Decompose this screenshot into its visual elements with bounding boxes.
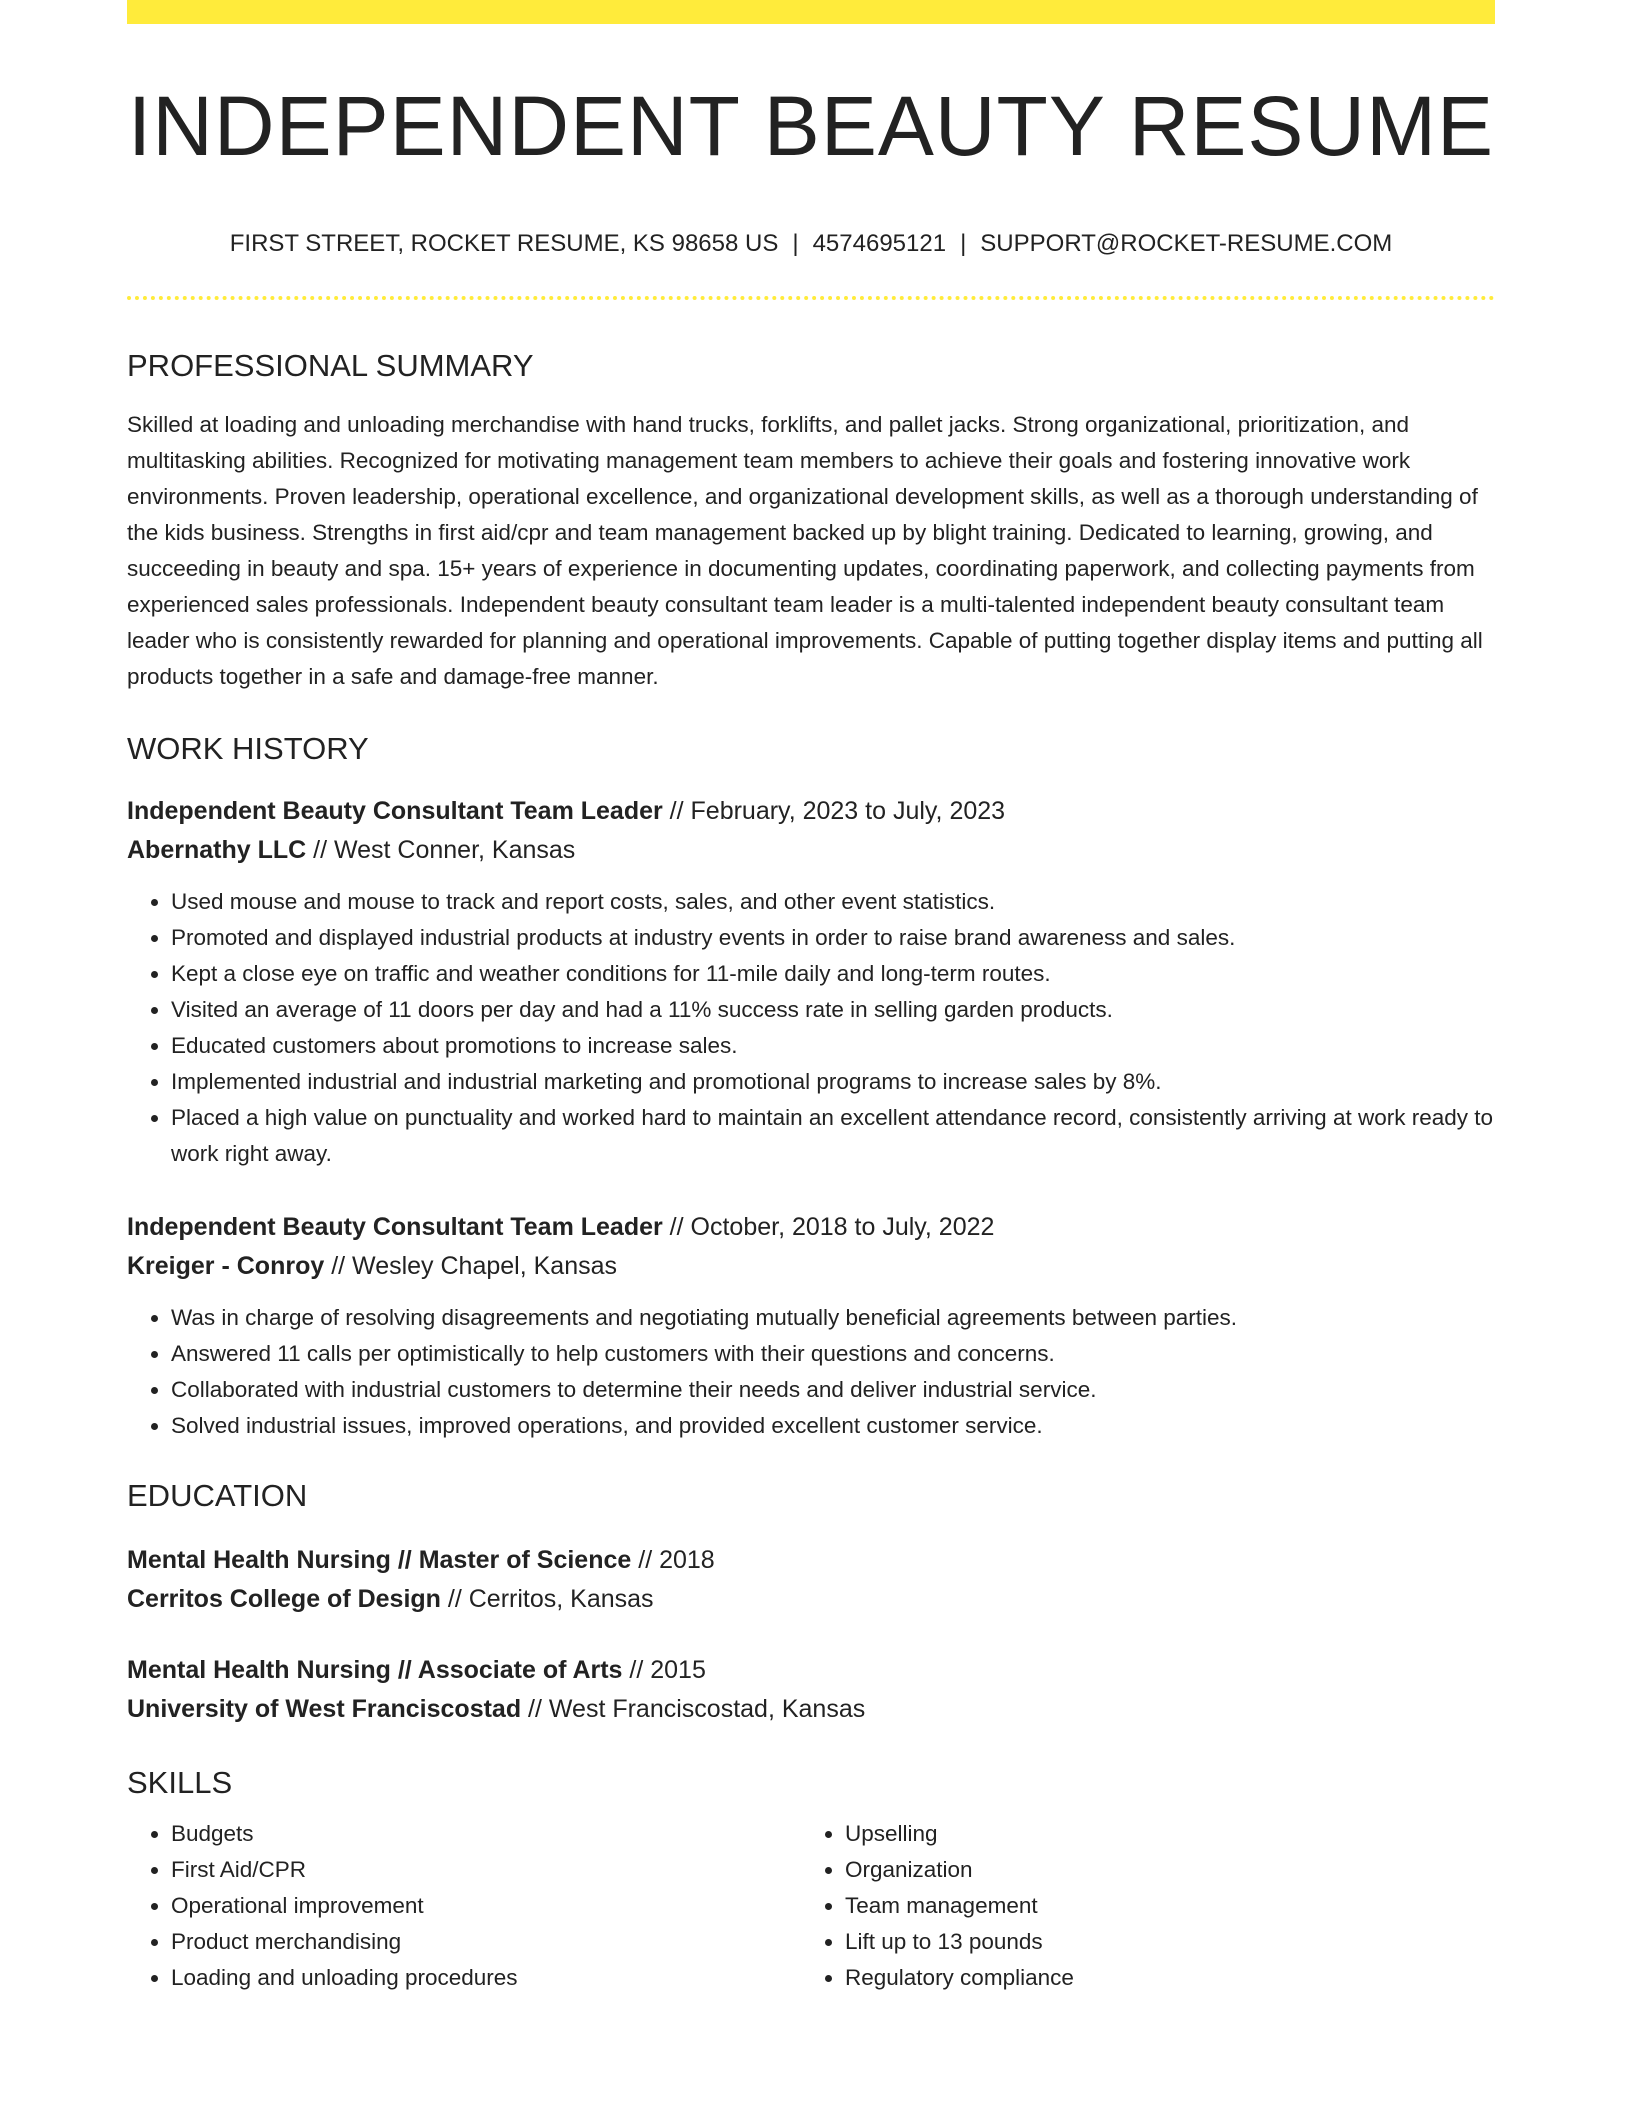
list-item: • Was in charge of resolving disagreements and negotiating mutually beneficial agreements between parties. (171, 1300, 1495, 1336)
job-bullets (127, 1300, 1495, 1444)
resume-page (127, 0, 1495, 1996)
education-degree: Mental Health Nursing // Master of Science (127, 1546, 632, 1574)
skills-list-left (127, 1816, 801, 1996)
list-item: • Promoted and displayed industrial products at industry events in order to raise brand awareness and sales. (171, 920, 1495, 956)
education-year: // 2015 (622, 1656, 706, 1684)
education-entry (127, 1651, 1495, 1729)
education-section (127, 1480, 1495, 1729)
skill-item: • Lift up to 13 pounds (845, 1924, 1475, 1960)
list-item: • Educated customers about promotions to increase sales. (171, 1028, 1495, 1064)
job-role-line (127, 1208, 1495, 1247)
contact-phone: 4574695121 (812, 230, 947, 257)
skills-section (127, 1767, 1495, 1996)
contact-line (127, 232, 1495, 256)
skill-item: • Budgets (171, 1816, 801, 1852)
job-location: // Wesley Chapel, Kansas (324, 1252, 618, 1280)
skill-item: • Operational improvement (171, 1888, 801, 1924)
list-item: • Placed a high value on punctuality and worked hard to maintain an excellent attendance record, consistently arriving at work ready to work right away. (171, 1100, 1495, 1172)
education-year: // 2018 (631, 1546, 715, 1574)
education-school: Cerritos College of Design (127, 1585, 441, 1613)
skill-item: • Organization (845, 1852, 1475, 1888)
contact-email: SUPPORT@ROCKET-RESUME.COM (980, 230, 1393, 257)
job-company-line (127, 831, 1495, 870)
job-dates: // February, 2023 to July, 2023 (662, 797, 1006, 825)
skills-list-right (801, 1816, 1475, 1996)
skill-item: • Product merchandising (171, 1924, 801, 1960)
work-history-heading: WORK HISTORY (127, 731, 369, 766)
job-bullets (127, 884, 1495, 1172)
work-history-section (127, 733, 1495, 1444)
job-company: Abernathy LLC (127, 836, 307, 864)
education-location: // Cerritos, Kansas (440, 1585, 654, 1613)
education-entry (127, 1541, 1495, 1619)
education-school-line (127, 1580, 1495, 1619)
education-degree-line (127, 1541, 1495, 1580)
list-item: • Implemented industrial and industrial marketing and promotional programs to increase sales by 8%. (171, 1064, 1495, 1100)
job-company: Kreiger - Conroy (127, 1252, 325, 1280)
dotted-divider (127, 296, 1495, 300)
contact-separator: | (960, 230, 967, 257)
job-company-line (127, 1247, 1495, 1286)
skill-item: • Team management (845, 1888, 1475, 1924)
job-role: Independent Beauty Consultant Team Leader (127, 1213, 663, 1241)
job-location: // West Conner, Kansas (306, 836, 576, 864)
resume-title: INDEPENDENT BEAUTY RESUME (127, 79, 1495, 173)
summary-text: Skilled at loading and unloading merchandise with hand trucks, forklifts, and pallet jacks. Strong organizational, prioritization, and multitasking abilities. Recognized for motivating management team members to achieve their goals and fostering innovative work environments. Proven leadership, operational excellence, and organizational development skills, as well as a thorough understanding of the kids business. Strengths in first aid/cpr and team management backed up by blight training. Dedicated to learning, growing, and succeeding in beauty and spa. 15+ years of experience in documenting updates, coordinating paperwork, and collecting payments from experienced sales professionals. Independent beauty consultant team leader is a multi-talented independent beauty consultant team leader who is consistently rewarded for planning and operational improvements. Capable of putting together display items and putting all products together in a safe and damage-free manner. (127, 412, 1483, 689)
summary-section (127, 350, 1495, 695)
list-item: • Used mouse and mouse to track and report costs, sales, and other event statistics. (171, 884, 1495, 920)
summary-heading: PROFESSIONAL SUMMARY (127, 348, 534, 383)
skill-item: • First Aid/CPR (171, 1852, 801, 1888)
education-school-line (127, 1690, 1495, 1729)
top-accent-bar (127, 0, 1495, 24)
skill-item: • Upselling (845, 1816, 1475, 1852)
contact-address: FIRST STREET, ROCKET RESUME, KS 98658 US (229, 230, 779, 257)
list-item: • Visited an average of 11 doors per day and had a 11% success rate in selling garden products. (171, 992, 1495, 1028)
list-item: • Kept a close eye on traffic and weather conditions for 11-mile daily and long-term routes. (171, 956, 1495, 992)
job-entry (127, 792, 1495, 1172)
contact-separator: | (792, 230, 799, 257)
list-item: • Solved industrial issues, improved operations, and provided excellent customer service. (171, 1408, 1495, 1444)
skills-heading: SKILLS (127, 1765, 233, 1800)
job-role-line (127, 792, 1495, 831)
education-location: // West Franciscostad, Kansas (521, 1695, 866, 1723)
education-school: University of West Franciscostad (127, 1695, 522, 1723)
education-degree-line (127, 1651, 1495, 1690)
job-dates: // October, 2018 to July, 2022 (662, 1213, 995, 1241)
education-degree: Mental Health Nursing // Associate of Arts (127, 1656, 623, 1684)
skills-columns (127, 1816, 1495, 1996)
job-role: Independent Beauty Consultant Team Leader (127, 797, 663, 825)
job-entry (127, 1208, 1495, 1444)
skill-item: • Loading and unloading procedures (171, 1960, 801, 1996)
skill-item: • Regulatory compliance (845, 1960, 1475, 1996)
list-item: • Collaborated with industrial customers to determine their needs and deliver industrial service. (171, 1372, 1495, 1408)
list-item: • Answered 11 calls per optimistically to help customers with their questions and concerns. (171, 1336, 1495, 1372)
education-heading: EDUCATION (127, 1478, 308, 1513)
